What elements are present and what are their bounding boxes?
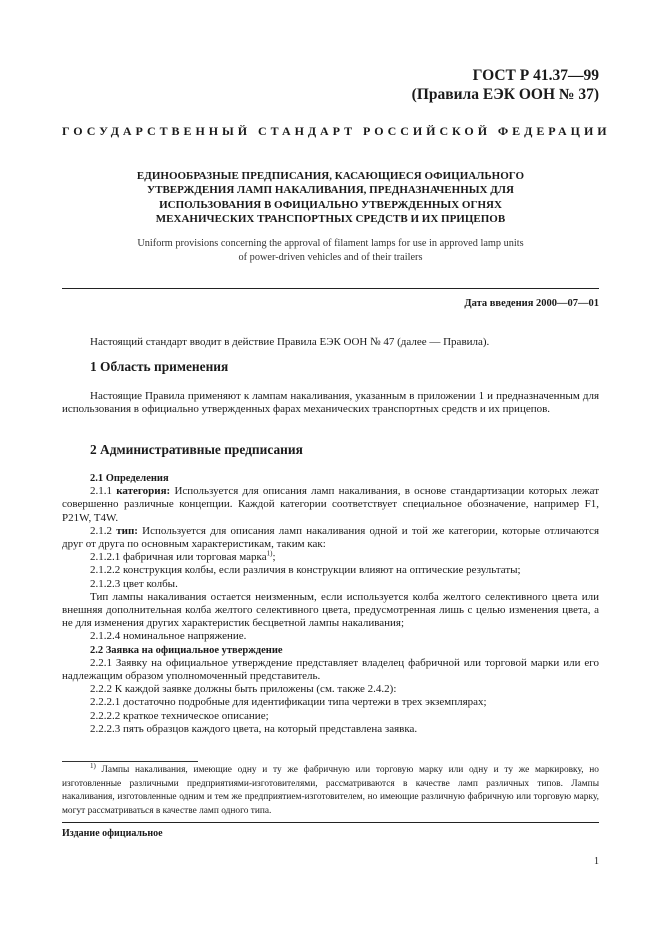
title-divider [62, 288, 599, 289]
title-ru-line: ИСПОЛЬЗОВАНИЯ В ОФИЦИАЛЬНО УТВЕРЖДЕННЫХ ОГНЯХ [159, 198, 502, 211]
clause-2-2-1: 2.2.1 Заявку на официальное утверждение представляет владелец фабричной или торговой марки или его надлежащим образом уполномоченный представитель. [62, 656, 599, 683]
clause-text: Используется для описания ламп накаливания одной и той же категории, которые отличаются друг от друга по основным характеристикам, таким как: [62, 524, 600, 551]
unece-rule-number: (Правила ЕЭК ООН № 37) [411, 86, 599, 103]
clause-2-2-2: 2.2.2 К каждой заявке должны быть приложены (см. также 2.4.2): [90, 683, 397, 696]
footnote-mark: 1) [90, 761, 96, 770]
footnote-divider [62, 761, 198, 762]
subsection-2-2-heading: 2.2 Заявка на официальное утверждение [90, 644, 283, 656]
gost-number: ГОСТ Р 41.37—99 [472, 67, 599, 84]
section-1 [62, 360, 599, 373]
title-ru-line: УТВЕРЖДЕНИЯ ЛАМП НАКАЛИВАНИЯ, ПРЕДНАЗНАЧЕННЫХ ДЛЯ [147, 184, 514, 197]
clause-2-2-2-1: 2.2.2.1 достаточно подробные для идентификации типа чертежи в трех экземплярах; [90, 696, 487, 709]
defined-term: тип: [116, 524, 138, 537]
standard-name: ГОСУДАРСТВЕННЫЙ СТАНДАРТ РОССИЙСКОЙ ФЕДЕРАЦИИ [62, 124, 611, 138]
footnote-text: Лампы накаливания, имеющие одну и ту же фабричную или торговую марку или одну и ту же маркировку, но изготовленные различными предприятиями-изготовителями, рассматриваются в качестве ламп различных типов. Лампы накаливания, изготовленные одним и тем же предприятием-изготовителем, но имеющие различную фабричную или торговую марку, могут рассматриваться в качестве ламп одного типа. [62, 765, 599, 816]
section-1-heading: 1 Область применения [90, 359, 229, 374]
clause-number: 2.1.1 [90, 485, 112, 498]
footnote-reference: 1) [266, 549, 273, 558]
clause-2-1-1 [62, 485, 599, 525]
edition-label: Издание официальное [62, 828, 163, 839]
section-1-body [62, 390, 599, 416]
clause-2-1-2-3: 2.1.2.3 цвет колбы. [90, 577, 178, 590]
clause-2-2-2-3: 2.2.2.3 пять образцов каждого цвета, на который представлена заявка. [90, 722, 418, 735]
title-russian [90, 169, 571, 227]
section-2-heading: 2 Административные предписания [90, 442, 303, 457]
clause-number: 2.1.2 [90, 524, 112, 537]
subsection-2-1-heading: 2.1 Определения [90, 473, 169, 484]
type-paragraph: Тип лампы накаливания остается неизменным, если используется колба желтого селективного цвета или внешняя дополнительная колба желтого селективного цвета, предусмотренная лишь с целью изменения цвета, а не для изменения других характеристик бесцветной лампы накаливания; [62, 590, 599, 630]
footnote-paragraph [62, 761, 599, 818]
intro-block [62, 336, 599, 349]
document-designation [412, 66, 599, 104]
title-en-line: of power-driven vehicles and of their trailers [238, 251, 423, 263]
title-english [90, 237, 571, 264]
clause-2-1-2 [62, 525, 599, 551]
clause-punctuation: ; [272, 551, 276, 564]
intro-paragraph: Настоящий стандарт вводит в действие Правила ЕЭК ООН № 47 (далее — Правила). [90, 336, 490, 348]
section-1-paragraph: Настоящие Правила применяют к лампам накаливания, указанным в приложении 1 и предназначенным для использования в официально утвержденных фарах механических транспортных средств и их прицепов. [62, 390, 599, 416]
page-number: 1 [594, 856, 599, 867]
defined-term: категория: [116, 485, 171, 498]
section-2-body [62, 472, 599, 736]
section-2 [62, 443, 599, 456]
footnote [62, 761, 599, 818]
title-en-line: Uniform provisions concerning the approval of filament lamps for use in approved lamp units [137, 238, 524, 249]
effective-date: Дата введения 2000—07—01 [464, 298, 599, 309]
edition-divider [62, 822, 599, 823]
clause-2-2-2-2: 2.2.2.2 краткое техническое описание; [90, 709, 269, 722]
clause-2-1-2-1 [62, 551, 599, 564]
title-ru-line: ЕДИНООБРАЗНЫЕ ПРЕДПИСАНИЯ, КАСАЮЩИЕСЯ ОФИЦИАЛЬНОГО [136, 170, 525, 182]
title-ru-line: МЕХАНИЧЕСКИХ ТРАНСПОРТНЫХ СРЕДСТВ И ИХ ПРИЦЕПОВ [155, 213, 506, 226]
clause-text: 2.1.2.1 фабричная или торговая марка [90, 551, 267, 564]
clause-2-1-2-4: 2.1.2.4 номинальное напряжение. [90, 630, 247, 643]
clause-text: Используется для описания ламп накаливания, в основе стандартизации которых лежат совершенно различные концепции. Каждой категории соответствует специальное обозначение, например F1, P21W, T4W. [62, 485, 599, 524]
clause-2-1-2-2: 2.1.2.2 конструкция колбы, если различия в конструкции влияют на оптические результаты; [90, 564, 521, 577]
